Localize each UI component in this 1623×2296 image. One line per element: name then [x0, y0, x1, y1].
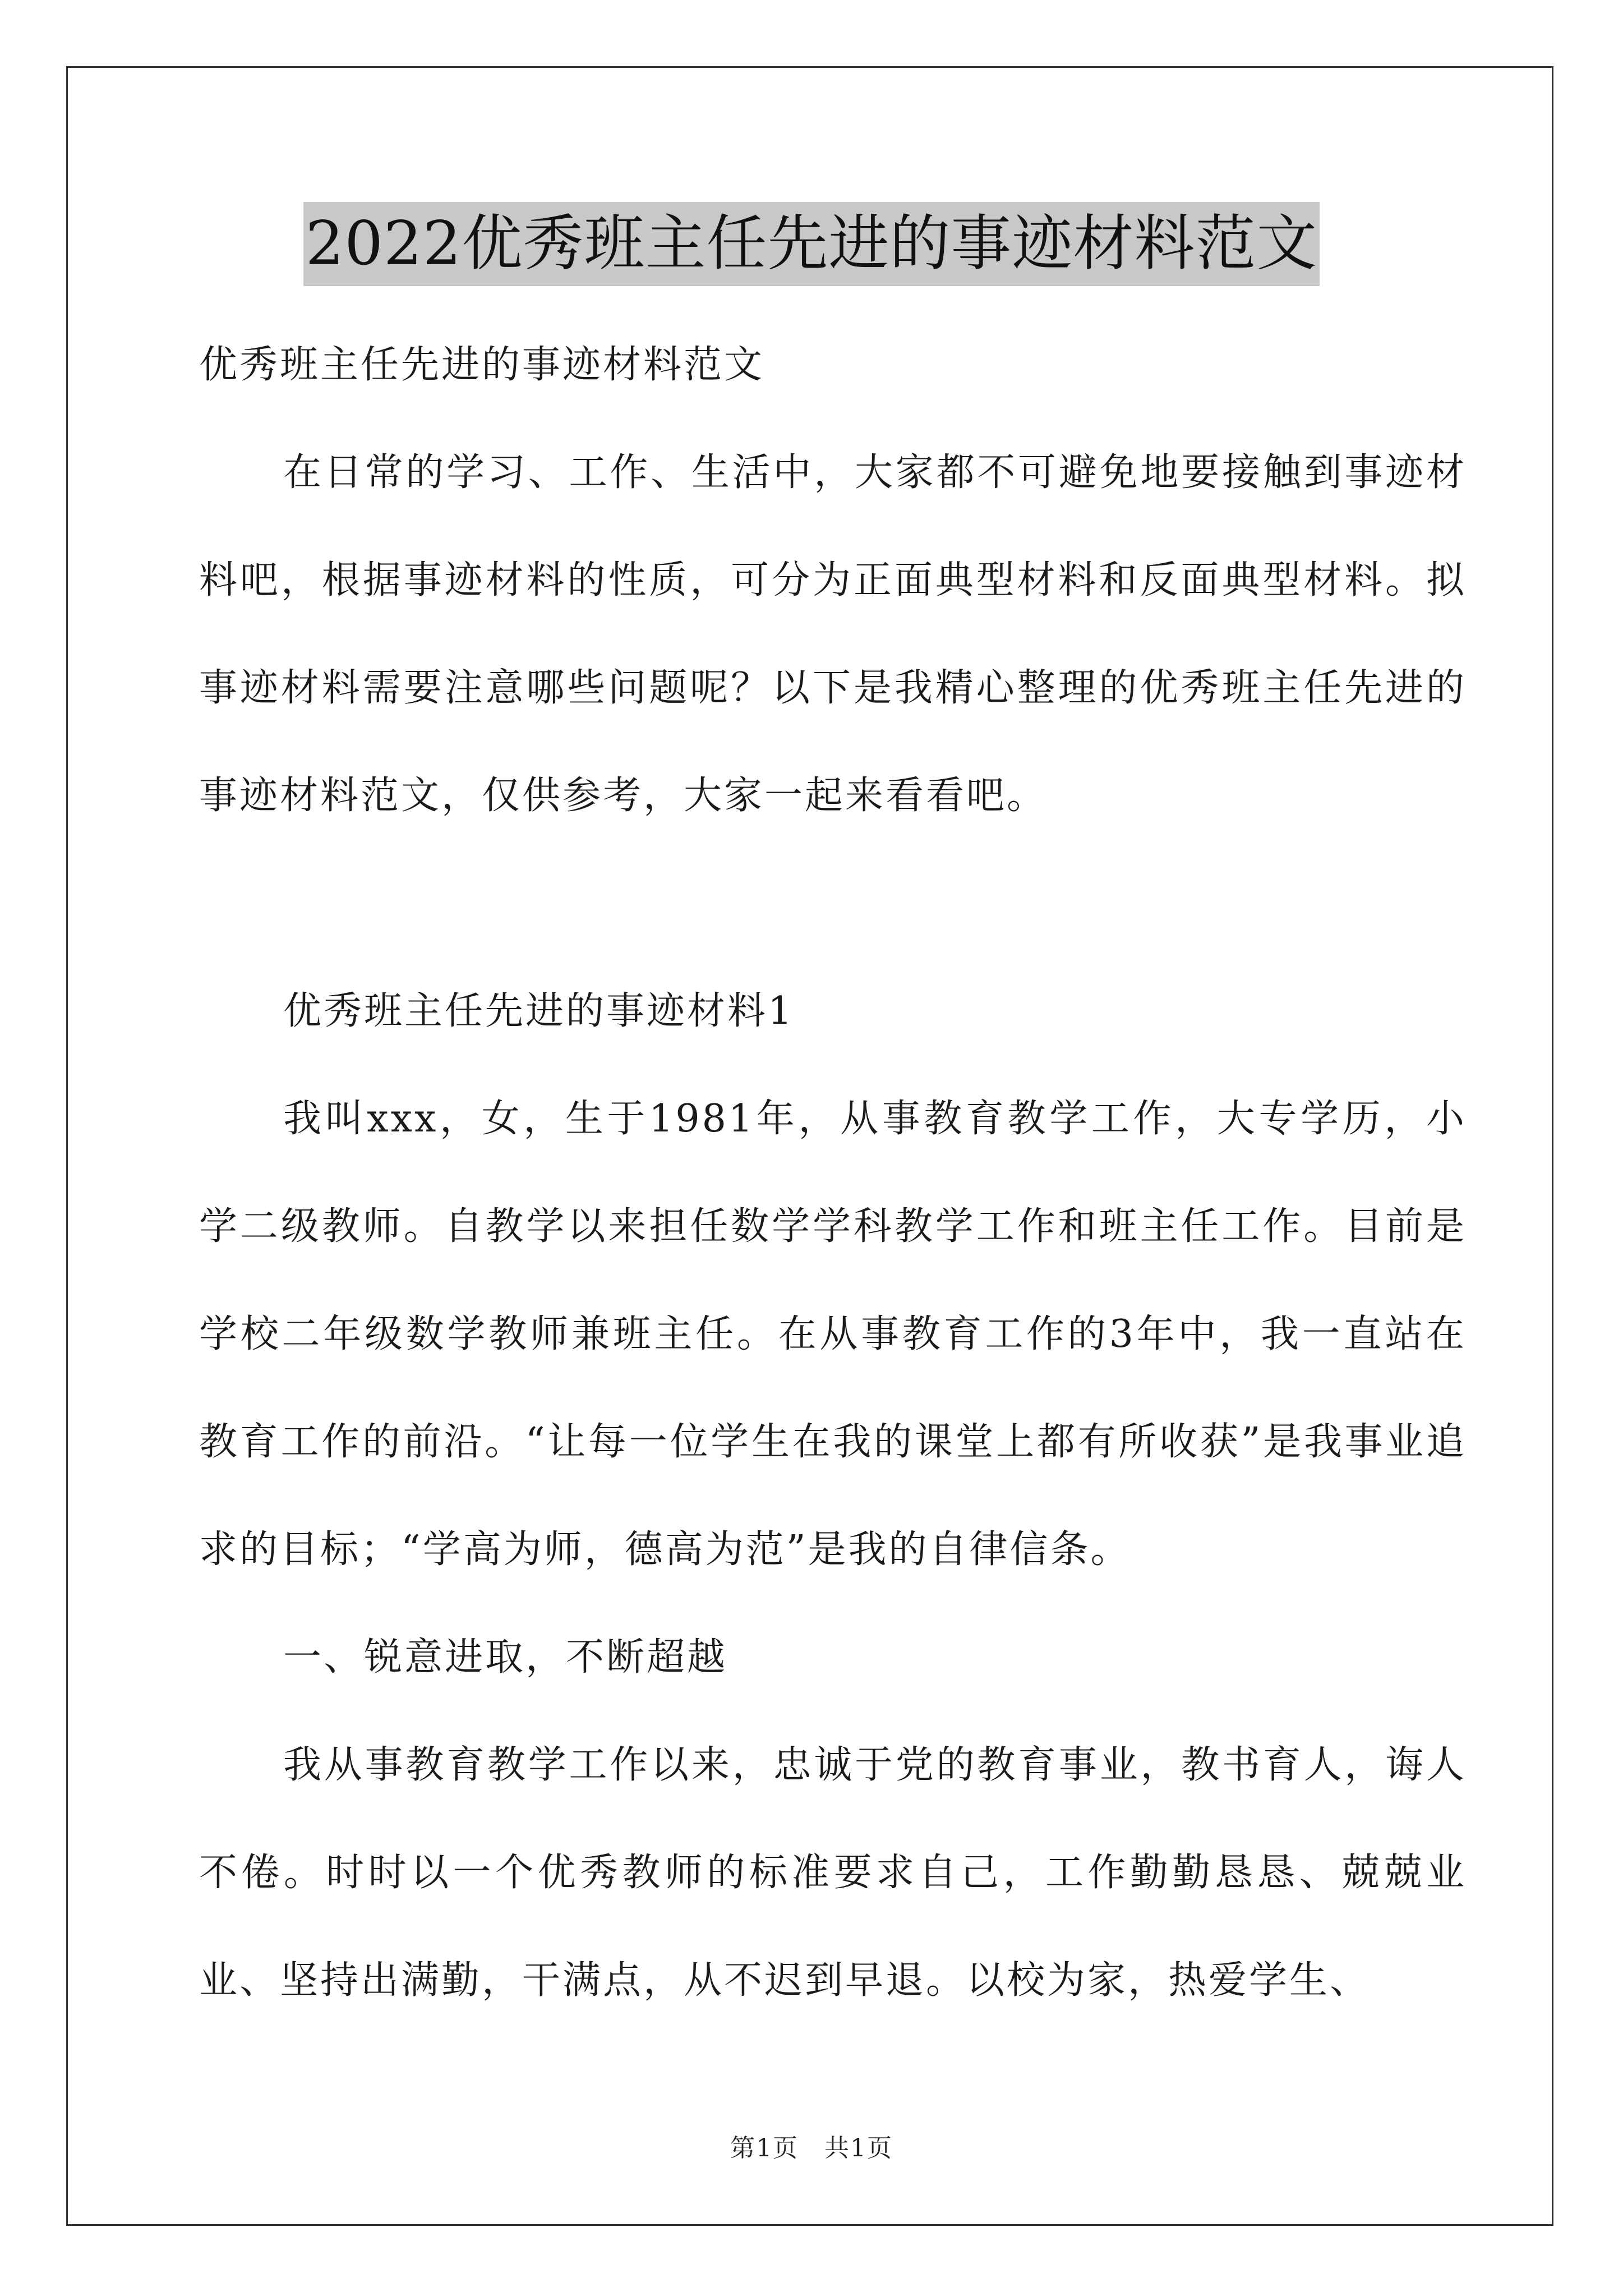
subtitle-paragraph: 优秀班主任先进的事迹材料范文 [199, 343, 765, 387]
body-paragraph: 我从事教育教学工作以来，忠诚于党的教育事业，教书育人，诲人不倦。时时以一个优秀教师的标准要求自己，工作勤勤恳恳、兢兢业业、坚持出满勤，干满点，从不迟到早退。以校为家，热爱学生、 [199, 1743, 1467, 2003]
document-body [199, 311, 1467, 2035]
page-footer: 第1页 共1页 [730, 2134, 893, 2162]
section-heading: 优秀班主任先进的事迹材料1 [283, 989, 795, 1033]
intro-paragraph: 在日常的学习、工作、生活中，大家都不可避免地要接触到事迹材料吧，根据事迹材料的性质，可分为正面典型材料和反面典型材料。拟事迹材料需要注意哪些问题呢？以下是我精心整理的优秀班主任先进的事迹材料范文，仅供参考，大家一起来看看吧。 [199, 450, 1467, 818]
title-container [0, 202, 1623, 286]
document-title: 2022优秀班主任先进的事迹材料范文 [303, 202, 1320, 286]
subsection-heading: 一、锐意进取，不断超越 [283, 1635, 728, 1680]
body-paragraph: 我叫xxx，女，生于1981年，从事教育教学工作，大专学历，小学二级教师。自教学以来担任数学学科教学工作和班主任工作。目前是学校二年级数学教师兼班主任。在从事教育工作的3年中，我一直站在教育工作的前沿。“让每一位学生在我的课堂上都有所收获”是我事业追求的目标；“学高为师，德高为范”是我的自律信条。 [199, 1097, 1467, 1572]
